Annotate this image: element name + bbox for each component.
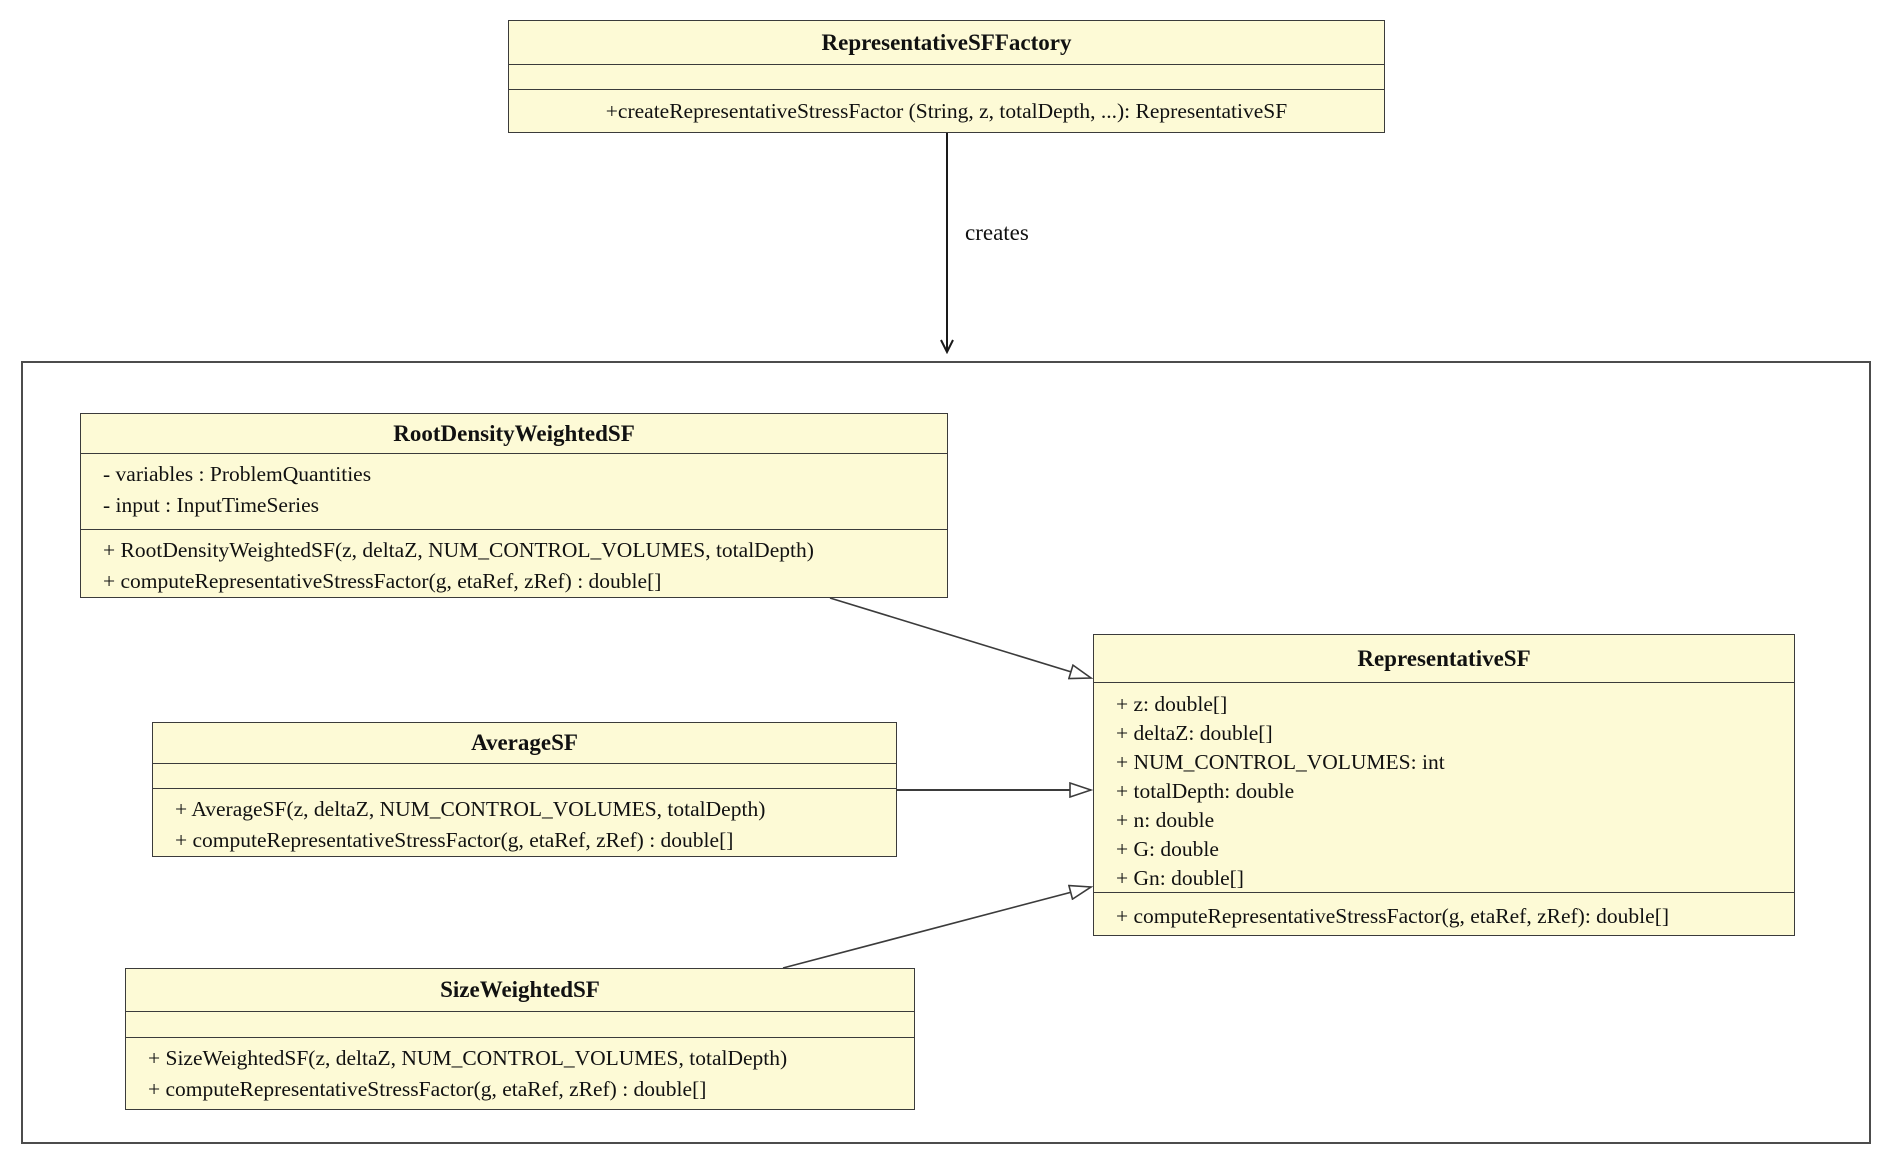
method-item: +createRepresentativeStressFactor (String, z, totalDepth, ...): RepresentativeSF [605, 98, 1288, 123]
attributes-compartment-empty [153, 763, 896, 788]
attribute-item: + n: double [1116, 808, 1215, 832]
class-box-sizeweightedsf [125, 968, 915, 1110]
method-item: + computeRepresentativeStressFactor(g, etaRef, zRef) : double[] [148, 1077, 707, 1101]
attributes-compartment-empty [126, 1011, 914, 1037]
attribute-item: + G: double [1116, 837, 1219, 861]
attribute-item: + deltaZ: double[] [1116, 721, 1273, 745]
methods-compartment [1094, 892, 1794, 935]
class-box-representativesffactory [508, 20, 1385, 133]
compartment-divider [509, 64, 1384, 89]
method-item: + computeRepresentativeStressFactor(g, etaRef, zRef) : double[] [103, 569, 662, 593]
attribute-item: - variables : ProblemQuantities [103, 462, 372, 486]
method-item: + computeRepresentativeStressFactor(g, etaRef, zRef): double[] [1116, 904, 1670, 928]
class-box-averagesf [152, 722, 897, 857]
class-title: RepresentativeSF [1357, 645, 1531, 671]
attribute-item: - input : InputTimeSeries [103, 493, 319, 517]
method-item: + RootDensityWeightedSF(z, deltaZ, NUM_CONTROL_VOLUMES, totalDepth) [103, 538, 814, 562]
attributes-compartment [81, 453, 947, 529]
methods-compartment [81, 529, 947, 597]
methods-compartment [153, 788, 896, 856]
class-box-rootdensityweightedsf [80, 413, 948, 598]
class-title: SizeWeightedSF [440, 977, 600, 1002]
class-title: RootDensityWeightedSF [393, 420, 635, 446]
attribute-item: + NUM_CONTROL_VOLUMES: int [1116, 750, 1445, 774]
creates-edge-label: creates [965, 220, 1029, 245]
methods-compartment [509, 89, 1384, 132]
methods-compartment [126, 1037, 914, 1109]
class-title: RepresentativeSFFactory [821, 29, 1072, 55]
class-box-representativesf [1093, 634, 1795, 936]
method-item: + SizeWeightedSF(z, deltaZ, NUM_CONTROL_VOLUMES, totalDepth) [148, 1046, 788, 1070]
class-title: AverageSF [471, 730, 578, 756]
method-item: + AverageSF(z, deltaZ, NUM_CONTROL_VOLUMES, totalDepth) [175, 797, 766, 821]
method-item: + computeRepresentativeStressFactor(g, etaRef, zRef) : double[] [175, 828, 734, 852]
attributes-compartment [1094, 682, 1794, 892]
attribute-item: + z: double[] [1116, 692, 1228, 716]
attribute-item: + totalDepth: double [1116, 779, 1295, 803]
attribute-item: + Gn: double[] [1116, 866, 1244, 890]
